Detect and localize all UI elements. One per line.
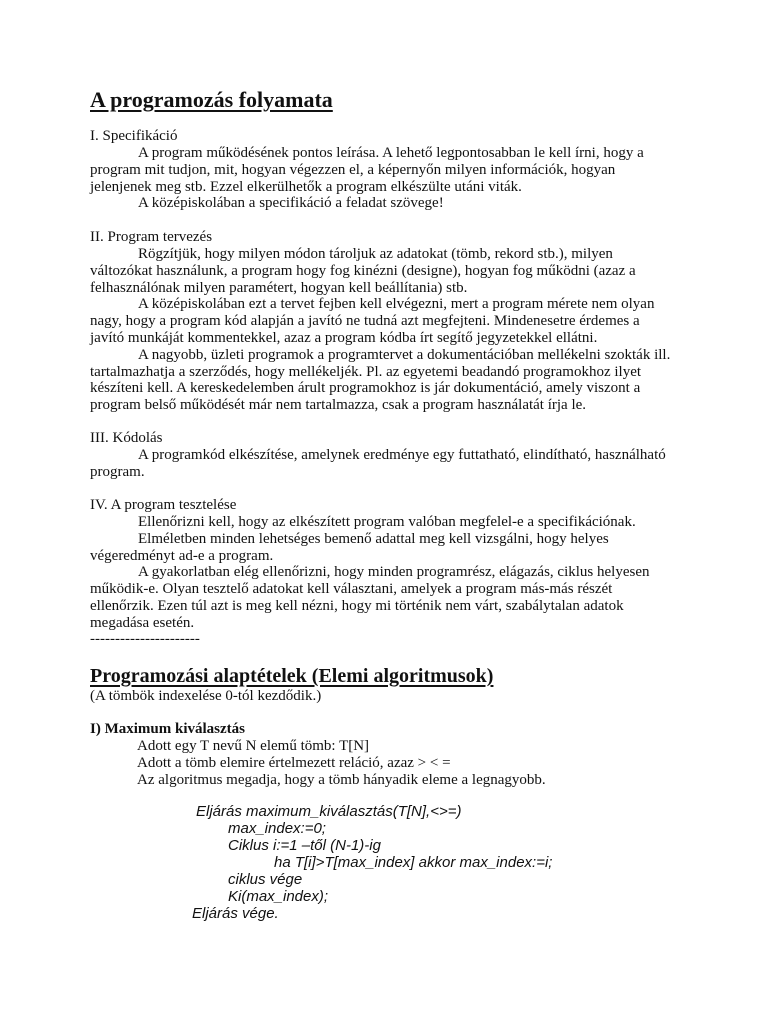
paragraph: A program működésének pontos leírása. A lehető legpontosabban le kell írni, hogy a program mit tudjon, mit, hogyan végezzen el, a képernyőn milyen információk, hogyan jelenjenek meg stb. Ezzel elkerülhetők a program elkészülte utáni viták. (90, 145, 644, 195)
paragraph: A középiskolában ezt a tervet fejben kell elvégezni, mert a program mérete nem olyan nagy, hogy a program kód alapján a javító ne tudná azt megfejteni. Mindenesetre érdemes a javító munkáját kommentekkel, azaz a program kódba írt segítő jegyzetekkel ellátni. (90, 296, 655, 346)
section-heading-coding: III. Kódolás (90, 430, 163, 446)
code-line: Eljárás maximum_kiválasztás(T[N],<>=) (196, 803, 462, 820)
algorithm-heading-maximum: I) Maximum kiválasztás (90, 721, 245, 737)
section-divider: ---------------------- (90, 631, 200, 647)
algorithm-description-line: Adott egy T nevű N elemű tömb: T[N] (137, 738, 370, 754)
section-body-specification (90, 145, 674, 212)
section-heading-specification: I. Specifikáció (90, 128, 178, 144)
algorithm-description-line: Az algoritmus megadja, hogy a tömb hányadik eleme a legnagyobb. (137, 772, 546, 788)
code-line: Ciklus i:=1 –től (N-1)-ig (228, 837, 381, 854)
page-title: A programozás folyamata (90, 87, 333, 112)
subtitle-note: (A tömbök indexelése 0-tól kezdődik.) (90, 688, 322, 704)
code-line: ha T[i]>T[max_index] akkor max_index:=i; (274, 854, 553, 871)
paragraph: A gyakorlatban elég ellenőrizni, hogy minden programrész, elágazás, ciklus helyesen működik-e. Olyan tesztelő adatokat kell választani, amelyek a program más-más részét ellenőrzik. Ezen túl azt is meg kell nézni, hogy mi történik nem várt, szabálytalan adatok megadása esetén. (90, 564, 650, 631)
paragraph: A középiskolában a specifikáció a feladat szövege! (138, 195, 444, 212)
section-body-design (90, 246, 674, 414)
algorithm-description-line: Adott a tömb elemire értelmezett reláció, azaz > < = (137, 755, 451, 771)
paragraph: A programkód elkészítése, amelynek eredménye egy futtatható, elindítható, használható program. (90, 447, 666, 480)
section-body-testing (90, 514, 674, 632)
section-heading-design: II. Program tervezés (90, 229, 213, 245)
code-line: max_index:=0; (228, 820, 326, 837)
section-heading-testing: IV. A program tesztelése (90, 497, 237, 513)
code-line: Eljárás vége. (192, 905, 279, 922)
code-line: Ki(max_index); (228, 888, 329, 905)
subtitle: Programozási alaptételek (Elemi algoritmusok) (90, 665, 494, 687)
paragraph: Ellenőrizni kell, hogy az elkészített program valóban megfelel-e a specifikációnak. (138, 514, 636, 530)
paragraph: Elméletben minden lehetséges bemenő adattal meg kell vizsgálni, hogy helyes végeredményt ad-e a program. (90, 530, 609, 564)
section-body-coding (90, 447, 674, 481)
paragraph: Rögzítjük, hogy milyen módon tároljuk az adatokat (tömb, rekord stb.), milyen változókat használunk, a program hogy fog kinézni (designe), hogyan fog működni (azaz a felhasználónak milyen paramétert, hogyan kell beállítania) stb. (90, 246, 636, 296)
paragraph: A nagyobb, üzleti programok a programtervet a dokumentációban mellékelni szokták ill. tartalmazhatja a szerződés, hogy mellékeljék. Pl. az egyetemi beadandó programokhoz ilyet készíteni kell. A kereskedelemben árult programokhoz is jár dokumentáció, amely viszont a program belső működését már nem tartalmazza, csak a program használatát írja le. (90, 346, 671, 414)
code-line: ciklus vége (228, 871, 303, 888)
